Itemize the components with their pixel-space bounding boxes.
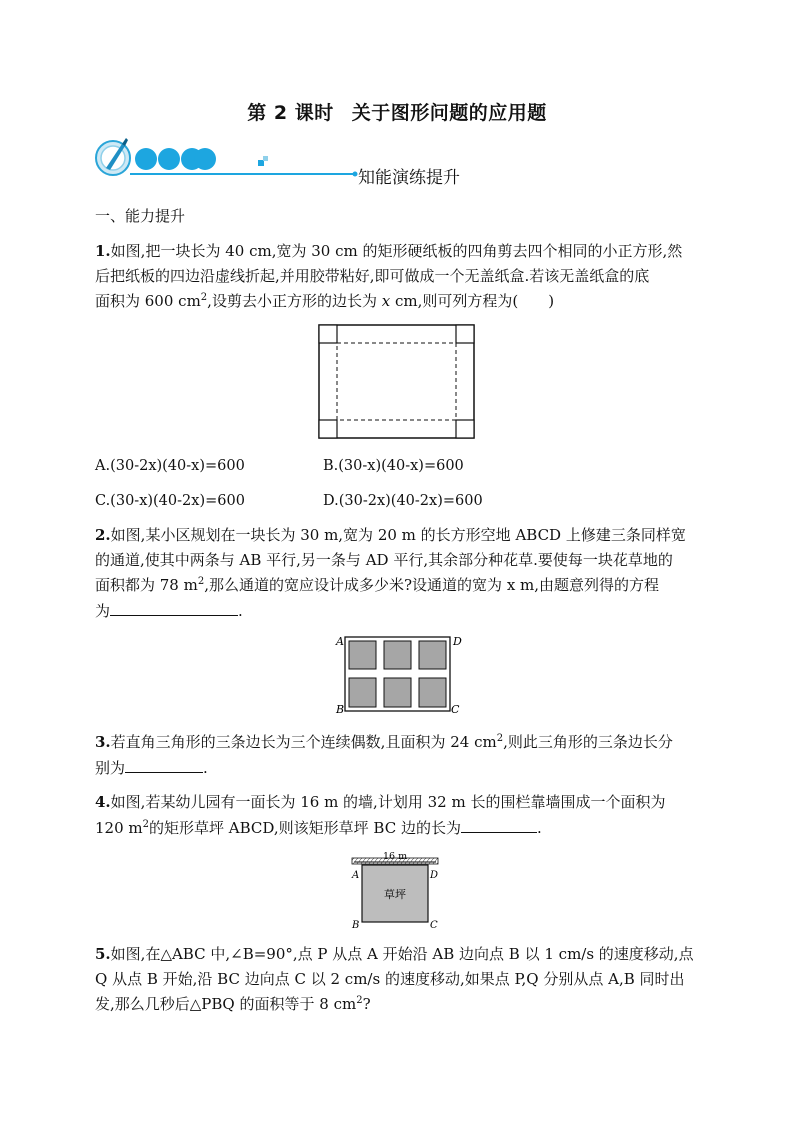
q3-answer-blank[interactable] [125, 755, 203, 773]
q2-label-c: C [451, 703, 460, 716]
q1-option-c[interactable]: C.(30-x)(40-2x)=600 [95, 493, 245, 509]
q2-label-a: A [336, 635, 344, 648]
q1-option-d[interactable]: D.(30-2x)(40-2x)=600 [323, 493, 483, 509]
q2-line4: 为 . [95, 598, 701, 624]
q2-label-d: D [453, 635, 462, 648]
q4-answer-blank[interactable] [461, 815, 537, 833]
q2-line1: 2.如图,某小区规划在一块长为 30 m,宽为 20 m 的长方形空地 ABCD 上修建三条同样宽 [95, 526, 686, 544]
q1-figure [318, 324, 476, 440]
q1-line1: 1.如图,把一块长为 40 cm,宽为 30 cm 的矩形硬纸板的四角剪去四个相同的小正方形,然 [95, 242, 683, 260]
q4-number: 4. [95, 793, 111, 811]
q4-line2: 120 $m^2$的矩形草坪 ABCD,则该矩形草坪 BC 边的长为 . [95, 815, 701, 841]
q1-line3: 面积为 600 $cm^2$,设剪去小正方形的边长为 x cm,则可列方程为( ) [95, 292, 555, 310]
q4-wall-label: 16 m [383, 851, 408, 862]
q4-line1: 4.如图,若某幼儿园有一面长为 16 m 的墙,计划用 32 m 长的围栏靠墙围成一个面积为 [95, 793, 666, 811]
q1-line2: 后把纸板的四边沿虚线折起,并用胶带粘好,即可做成一个无盖纸盒.若该无盖纸盒的底 [95, 267, 650, 285]
title-lesson: 第 2 课时 [247, 102, 334, 124]
question-4 [95, 790, 701, 841]
q2-number: 2. [95, 526, 111, 544]
banner-dot-2 [158, 148, 180, 170]
q2-label-b: B [336, 703, 345, 716]
q4-figure [346, 848, 446, 930]
q4-label-d: D [430, 870, 439, 881]
banner-label: 知能演练提升 [358, 168, 460, 188]
q4-label-a: A [352, 870, 360, 881]
q3-line1: 3.若直角三角形的三条边长为三个连续偶数,且面积为 24 $cm^2$,则此三角形的三条边长分 [95, 733, 673, 751]
q1-option-a[interactable]: A.(30-2x)(40-x)=600 [95, 458, 245, 474]
q3-line2: 别为 . [95, 755, 701, 781]
q2-line2: 的通道,使其中两条与 AB 平行,另一条与 AD 平行,其余部分种花草.要使每一块花草地的 [95, 551, 673, 569]
banner-dot-4 [194, 148, 216, 170]
q2-line3: 面积都为 78 $m^2$,那么通道的宽应设计成多少米?设通道的宽为 x m,由题意列得的方程 [95, 576, 660, 594]
q1-option-b[interactable]: B.(30-x)(40-x)=600 [323, 458, 464, 474]
q3-number: 3. [95, 733, 111, 751]
q2-figure [334, 633, 466, 717]
section-banner [92, 134, 372, 184]
banner-dot-1 [135, 148, 157, 170]
q4-lawn-label: 草坪 [384, 888, 406, 901]
q5-line1: 5.如图,在△ABC 中,∠B=90°,点 P 从点 A 开始沿 AB 边向点 B 以 1 cm/s 的速度移动,点 [95, 945, 694, 963]
q4-label-c: C [430, 920, 438, 930]
question-2 [95, 523, 701, 624]
section-heading: 一、能力提升 [95, 207, 186, 225]
question-1 [95, 239, 701, 314]
q4-label-b: B [352, 920, 360, 930]
q1-number: 1. [95, 242, 111, 260]
q5-line2: Q 从点 B 开始,沿 BC 边向点 C 以 2 cm/s 的速度移动,如果点 P,Q 分别从点 A,B 同时出 [95, 970, 685, 988]
q5-line3: 发,那么几秒后△PBQ 的面积等于 8 $cm^2$? [95, 995, 371, 1013]
page-title [0, 98, 794, 125]
question-5 [95, 942, 701, 1017]
title-topic: 关于图形问题的应用题 [351, 102, 547, 124]
q5-number: 5. [95, 945, 111, 963]
question-3 [95, 730, 701, 781]
q2-answer-blank[interactable] [110, 598, 238, 616]
